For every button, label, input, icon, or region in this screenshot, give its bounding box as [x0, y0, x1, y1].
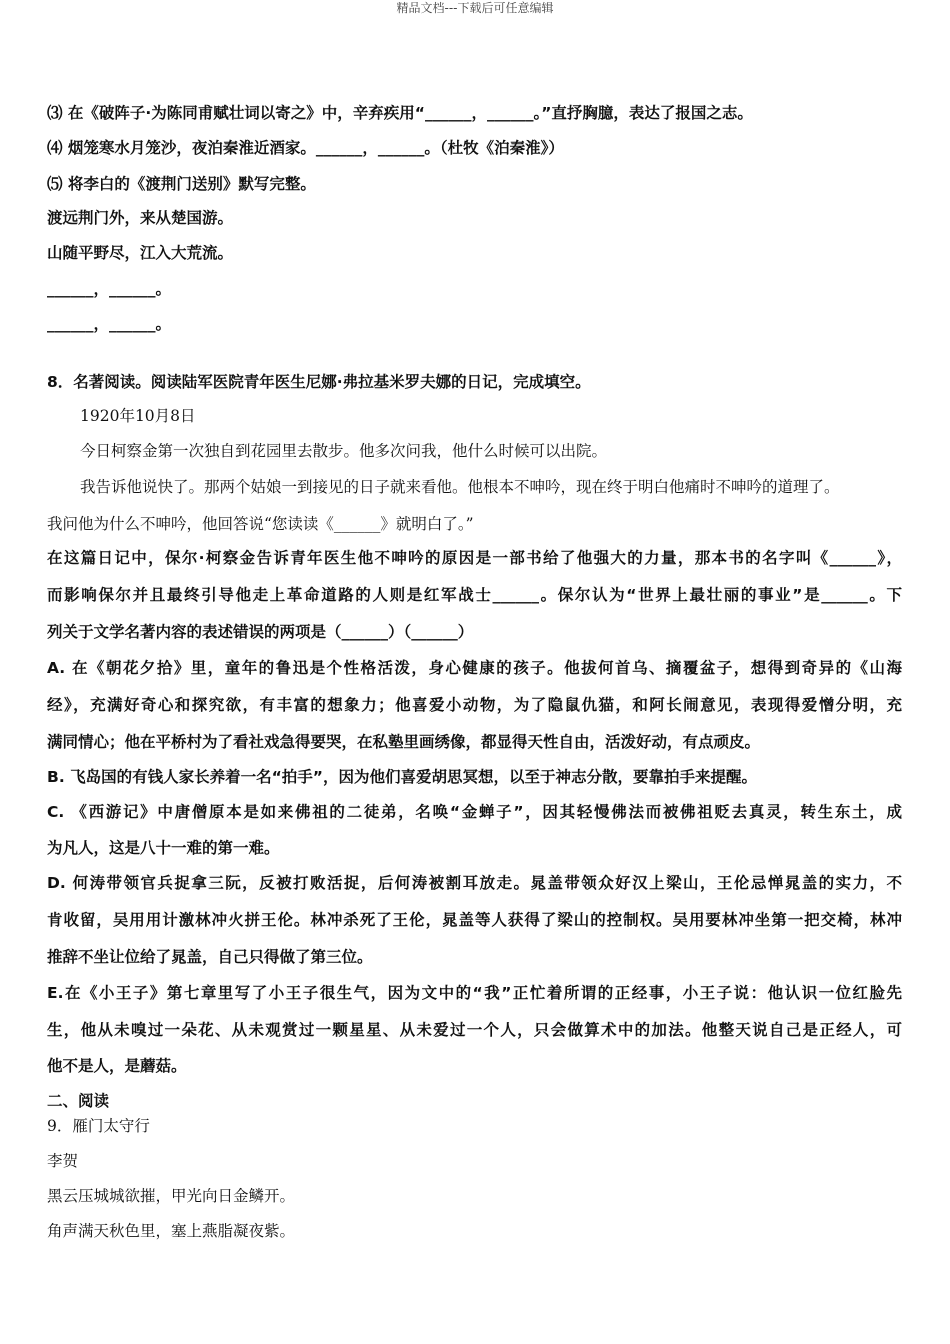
- blank-line: ______，______。: [47, 280, 172, 298]
- option-d-line: 推辞不坐让位给了晁盖，自己只得做了第三位。: [47, 948, 373, 966]
- poem-title: 9．雁门太守行: [47, 1117, 150, 1135]
- option-e-line: 生，他从未嗅过一朵花、从未观赏过一颗星星、从未爱过一个人，只会做算术中的加法。他整天说自己是正经人，可: [47, 1021, 902, 1039]
- paragraph-line: 列关于文学名著内容的表述错误的两项是（______）（______）: [47, 623, 474, 641]
- page-header: 精品文档---下载后可任意编辑: [396, 1, 554, 15]
- poem-line: 角声满天秋色里，塞上燕脂凝夜紫。: [47, 1222, 296, 1240]
- option-b-line: B. 飞岛国的有钱人家长养着一名“拍手”，因为他们喜爱胡思冥想，以至于神志分散，要靠拍手来提醒。: [47, 768, 757, 786]
- poem-line: 渡远荆门外，来从楚国游。: [47, 209, 234, 227]
- section-heading: 二、阅读: [47, 1092, 110, 1110]
- diary-date: 1920年10月8日: [80, 407, 196, 425]
- poem-author: 李贺: [47, 1152, 79, 1170]
- poem-line: 黑云压城城欲摧，甲光向日金鳞开。: [47, 1187, 296, 1205]
- option-e-line: E.在《小王子》第七章里写了小王子很生气，因为文中的“我”正忙着所谓的正经事，小王子说：他认识一位红脸先: [47, 984, 902, 1002]
- paragraph-line: 而影响保尔并且最终引导他走上革命道路的人则是红军战士______。保尔认为“世界上最壮丽的事业”是______。下: [47, 586, 902, 604]
- question-line-3: ⑶ 在《破阵子·为陈同甫赋壮词以寄之》中，辛弃疾用“______，______。”直抒胸臆，表达了报国之志。: [47, 104, 753, 122]
- option-c-line: C. 《西游记》中唐僧原本是如来佛祖的二徒弟，名唤“金蝉子”，因其轻慢佛法而被佛祖贬去真灵，转生东土，成: [47, 803, 902, 821]
- option-e-line: 他不是人，是蘑菇。: [47, 1057, 187, 1075]
- blank-line: ______，______。: [47, 315, 172, 333]
- option-a-line: 经》，充满好奇心和探究欲，有丰富的想象力；他喜爱小动物，为了隐鼠仇猫，和阿长闹意见，表现得爱憎分明，充: [47, 696, 902, 714]
- question-line-4: ⑷ 烟笼寒水月笼沙，夜泊秦淮近酒家。______，______。（杜牧《泊秦淮》）: [47, 139, 564, 157]
- option-d-line: 肯收留，吴用用计激林冲火拼王伦。林冲杀死了王伦，晁盖等人获得了梁山的控制权。吴用要林冲坐第一把交椅，林冲: [47, 911, 902, 929]
- poem-line: 山随平野尽，江入大荒流。: [47, 244, 234, 262]
- diary-line: 我告诉他说快了。那两个姑娘一到接见的日子就来看他。他根本不呻吟，现在终于明白他痛时不呻吟的道理了。: [80, 478, 840, 496]
- diary-line: 我问他为什么不呻吟，他回答说“您读读《______》就明白了。”: [47, 515, 474, 533]
- diary-line: 今日柯察金第一次独自到花园里去散步。他多次问我，他什么时候可以出院。: [80, 442, 608, 460]
- question-8-title: 8．名著阅读。阅读陆军医院青年医生尼娜·弗拉基米罗夫娜的日记，完成填空。: [47, 373, 591, 391]
- option-a-line: A. 在《朝花夕拾》里，童年的鲁迅是个性格活泼，身心健康的孩子。他拔何首乌、摘覆盆子，想得到奇异的《山海: [47, 659, 902, 677]
- paragraph-line: 在这篇日记中，保尔·柯察金告诉青年医生他不呻吟的原因是一部书给了他强大的力量，那本书的名字叫《______》，: [47, 549, 902, 567]
- option-d-line: D. 何涛带领官兵捉拿三阮，反被打败活捉，后何涛被割耳放走。晁盖带领众好汉上梁山，王伦忌惮晁盖的实力，不: [47, 874, 902, 892]
- option-c-line: 为凡人，这是八十一难的第一难。: [47, 839, 280, 857]
- question-line-5: ⑸ 将李白的《渡荆门送别》默写完整。: [47, 175, 316, 193]
- option-a-line: 满同情心；他在平桥村为了看社戏急得要哭，在私塾里画绣像，都显得天性自由，活泼好动，有点顽皮。: [47, 733, 761, 751]
